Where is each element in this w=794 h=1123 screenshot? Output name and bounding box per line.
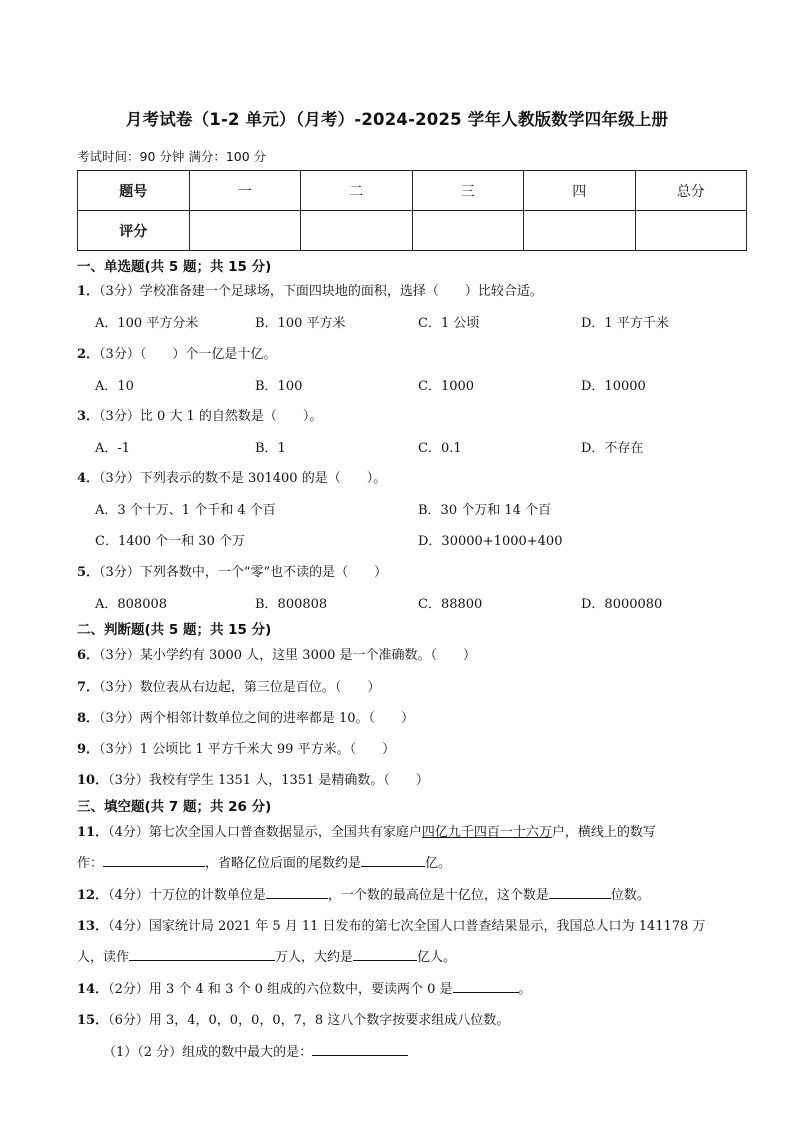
q3-option-c[interactable]: C．0.1 (418, 441, 462, 456)
question-text: （3分）比 0 大 1 的自然数是（ ）。 (99, 409, 323, 424)
question-text-cont: 户，横线上的数写 (551, 825, 656, 840)
question-number: 8． (77, 711, 100, 726)
q5-option-c[interactable]: C．88800 (418, 597, 483, 612)
question-text-cont: ，省略亿位后面的尾数约是 (205, 856, 362, 871)
section-heading-true-false: 二、判断题(共 5 题；共 15 分) (77, 622, 272, 638)
question-number: 9． (77, 742, 100, 757)
question-number: 14． (77, 982, 109, 997)
q2-option-c[interactable]: C．1000 (418, 379, 475, 394)
question-number: 10． (77, 773, 109, 788)
question-number: 5． (77, 565, 100, 580)
q1-option-a[interactable]: A．100 平方分米 (95, 316, 199, 331)
section-heading-fill-blank: 三、填空题(共 7 题；共 26 分) (77, 799, 272, 815)
question-12 (77, 884, 650, 903)
q3-option-a[interactable]: A．-1 (95, 441, 131, 456)
answer-blank[interactable] (312, 1043, 408, 1056)
answer-blank[interactable] (453, 980, 519, 993)
question-text: （4分）十万位的计数单位是 (108, 888, 266, 903)
q1-option-d[interactable]: D．1 平方千米 (581, 316, 669, 331)
answer-blank[interactable] (266, 886, 328, 899)
q1-option-b[interactable]: B．100 平方米 (255, 316, 346, 331)
score-row-label: 评分 (78, 211, 190, 251)
q1-option-c[interactable]: C．1 公顷 (418, 316, 480, 331)
answer-blank[interactable] (361, 854, 425, 867)
question-text: （6分）用 3，4，0，0，0，0，7，8 这八个数字按要求组成八位数。 (108, 1013, 510, 1028)
question-text: （3分）（ ）个一亿是十亿。 (99, 347, 277, 362)
question-6 (77, 644, 476, 663)
answer-blank[interactable] (103, 854, 205, 867)
question-number: 4． (77, 471, 100, 486)
question-text: （4分）第七次全国人口普查数据显示，全国共有家庭户 (108, 825, 422, 840)
header-cell-total: 总分 (635, 171, 747, 211)
question-13 (77, 915, 705, 934)
q2-option-a[interactable]: A．10 (95, 379, 134, 394)
question-15 (77, 1009, 509, 1028)
question-text: （3分）我校有学生 1351 人，1351 是精确数。（ ） (108, 773, 429, 788)
score-cell-2[interactable] (301, 211, 413, 251)
question-8 (77, 707, 414, 726)
question-3 (77, 405, 322, 424)
question-text: （3分）下列各数中，一个“零”也不读的是（ ） (99, 565, 388, 580)
exam-meta: 考试时间：90 分钟 满分：100 分 (77, 149, 267, 164)
question-11-line-2 (77, 852, 451, 871)
question-text: （3分）数位表从右边起，第三位是百位。（ ） (99, 680, 381, 695)
q4-option-c[interactable]: C．1400 个一和 30 个万 (95, 534, 245, 549)
score-table-score-row (78, 211, 747, 251)
question-number: 3． (77, 409, 100, 424)
question-text: 作： (77, 856, 104, 871)
score-cell-3[interactable] (412, 211, 524, 251)
score-cell-1[interactable] (189, 211, 301, 251)
question-text: （4分）国家统计局 2021 年 5 月 11 日发布的第七次全国人口普查结果显示，我国总人口为 141178 万 (108, 919, 706, 934)
q4-option-d[interactable]: D．30000+1000+400 (418, 534, 563, 549)
question-number: 13． (77, 919, 109, 934)
question-2 (77, 343, 276, 362)
question-text-end: 。 (518, 982, 532, 997)
header-cell-3: 三 (412, 171, 524, 211)
question-text: （3分）学校准备建一个足球场，下面四块地的面积，选择（ ）比较合适。 (99, 284, 543, 299)
page-title: 月考试卷（1-2 单元）（月考）-2024-2025 学年人教版数学四年级上册 (125, 110, 669, 129)
question-text-end: 亿人。 (417, 950, 457, 965)
score-table-header-row (78, 171, 747, 211)
q3-option-b[interactable]: B．1 (255, 441, 286, 456)
score-cell-total[interactable] (635, 211, 747, 251)
q4-option-b[interactable]: B．30 个万和 14 个百 (418, 503, 552, 518)
question-number: 6． (77, 648, 100, 663)
header-cell-1: 一 (189, 171, 301, 211)
sub-question-text: （1）（2 分）组成的数中最大的是： (103, 1045, 313, 1060)
question-number: 11． (77, 825, 109, 840)
question-1 (77, 280, 543, 299)
question-number: 12． (77, 888, 109, 903)
question-13-line-2 (77, 946, 456, 965)
question-15-sub-1 (103, 1041, 408, 1060)
question-text: （3分）1 公顷比 1 平方千米大 99 平方米。（ ） (99, 742, 396, 757)
question-14 (77, 978, 532, 997)
score-cell-4[interactable] (524, 211, 636, 251)
question-number: 7． (77, 680, 100, 695)
question-text: 人，读作 (77, 950, 130, 965)
question-10 (77, 769, 429, 788)
q2-option-d[interactable]: D．10000 (581, 379, 646, 394)
underlined-number: 四亿九千四百一十六万 (421, 825, 552, 840)
header-cell-2: 二 (301, 171, 413, 211)
question-text-end: 亿。 (425, 856, 452, 871)
q5-option-d[interactable]: D．8000080 (581, 597, 663, 612)
question-4 (77, 467, 386, 486)
question-number: 15． (77, 1013, 109, 1028)
question-text: （3分）某小学约有 3000 人，这里 3000 是一个准确数。（ ） (99, 648, 477, 663)
answer-blank[interactable] (549, 886, 611, 899)
question-text: （3分）下列表示的数不是 301400 的是（ ）。 (99, 471, 387, 486)
answer-blank[interactable] (129, 948, 275, 961)
question-text-cont: 万人，大约是 (275, 950, 354, 965)
question-number: 1． (77, 284, 100, 299)
q5-option-b[interactable]: B．800808 (255, 597, 328, 612)
question-5 (77, 561, 387, 580)
section-heading-single-choice: 一、单选题(共 5 题；共 15 分) (77, 259, 272, 275)
answer-blank[interactable] (353, 948, 417, 961)
header-cell-number: 题号 (78, 171, 190, 211)
question-11 (77, 821, 656, 840)
q2-option-b[interactable]: B．100 (255, 379, 303, 394)
question-text-end: 位数。 (610, 888, 650, 903)
question-text: （3分）两个相邻计数单位之间的进率都是 10。（ ） (99, 711, 414, 726)
question-7 (77, 676, 380, 695)
q3-option-d[interactable]: D．不存在 (581, 441, 644, 456)
question-text: （2分）用 3 个 4 和 3 个 0 组成的六位数中，要读两个 0 是 (108, 982, 453, 997)
q5-option-a[interactable]: A．808008 (95, 597, 168, 612)
question-9 (77, 738, 395, 757)
header-cell-4: 四 (524, 171, 636, 211)
score-table (77, 170, 747, 251)
question-number: 2． (77, 347, 100, 362)
q4-option-a[interactable]: A．3 个十万、1 个千和 4 个百 (95, 503, 276, 518)
question-text-cont: ，一个数的最高位是十亿位，这个数是 (327, 888, 549, 903)
